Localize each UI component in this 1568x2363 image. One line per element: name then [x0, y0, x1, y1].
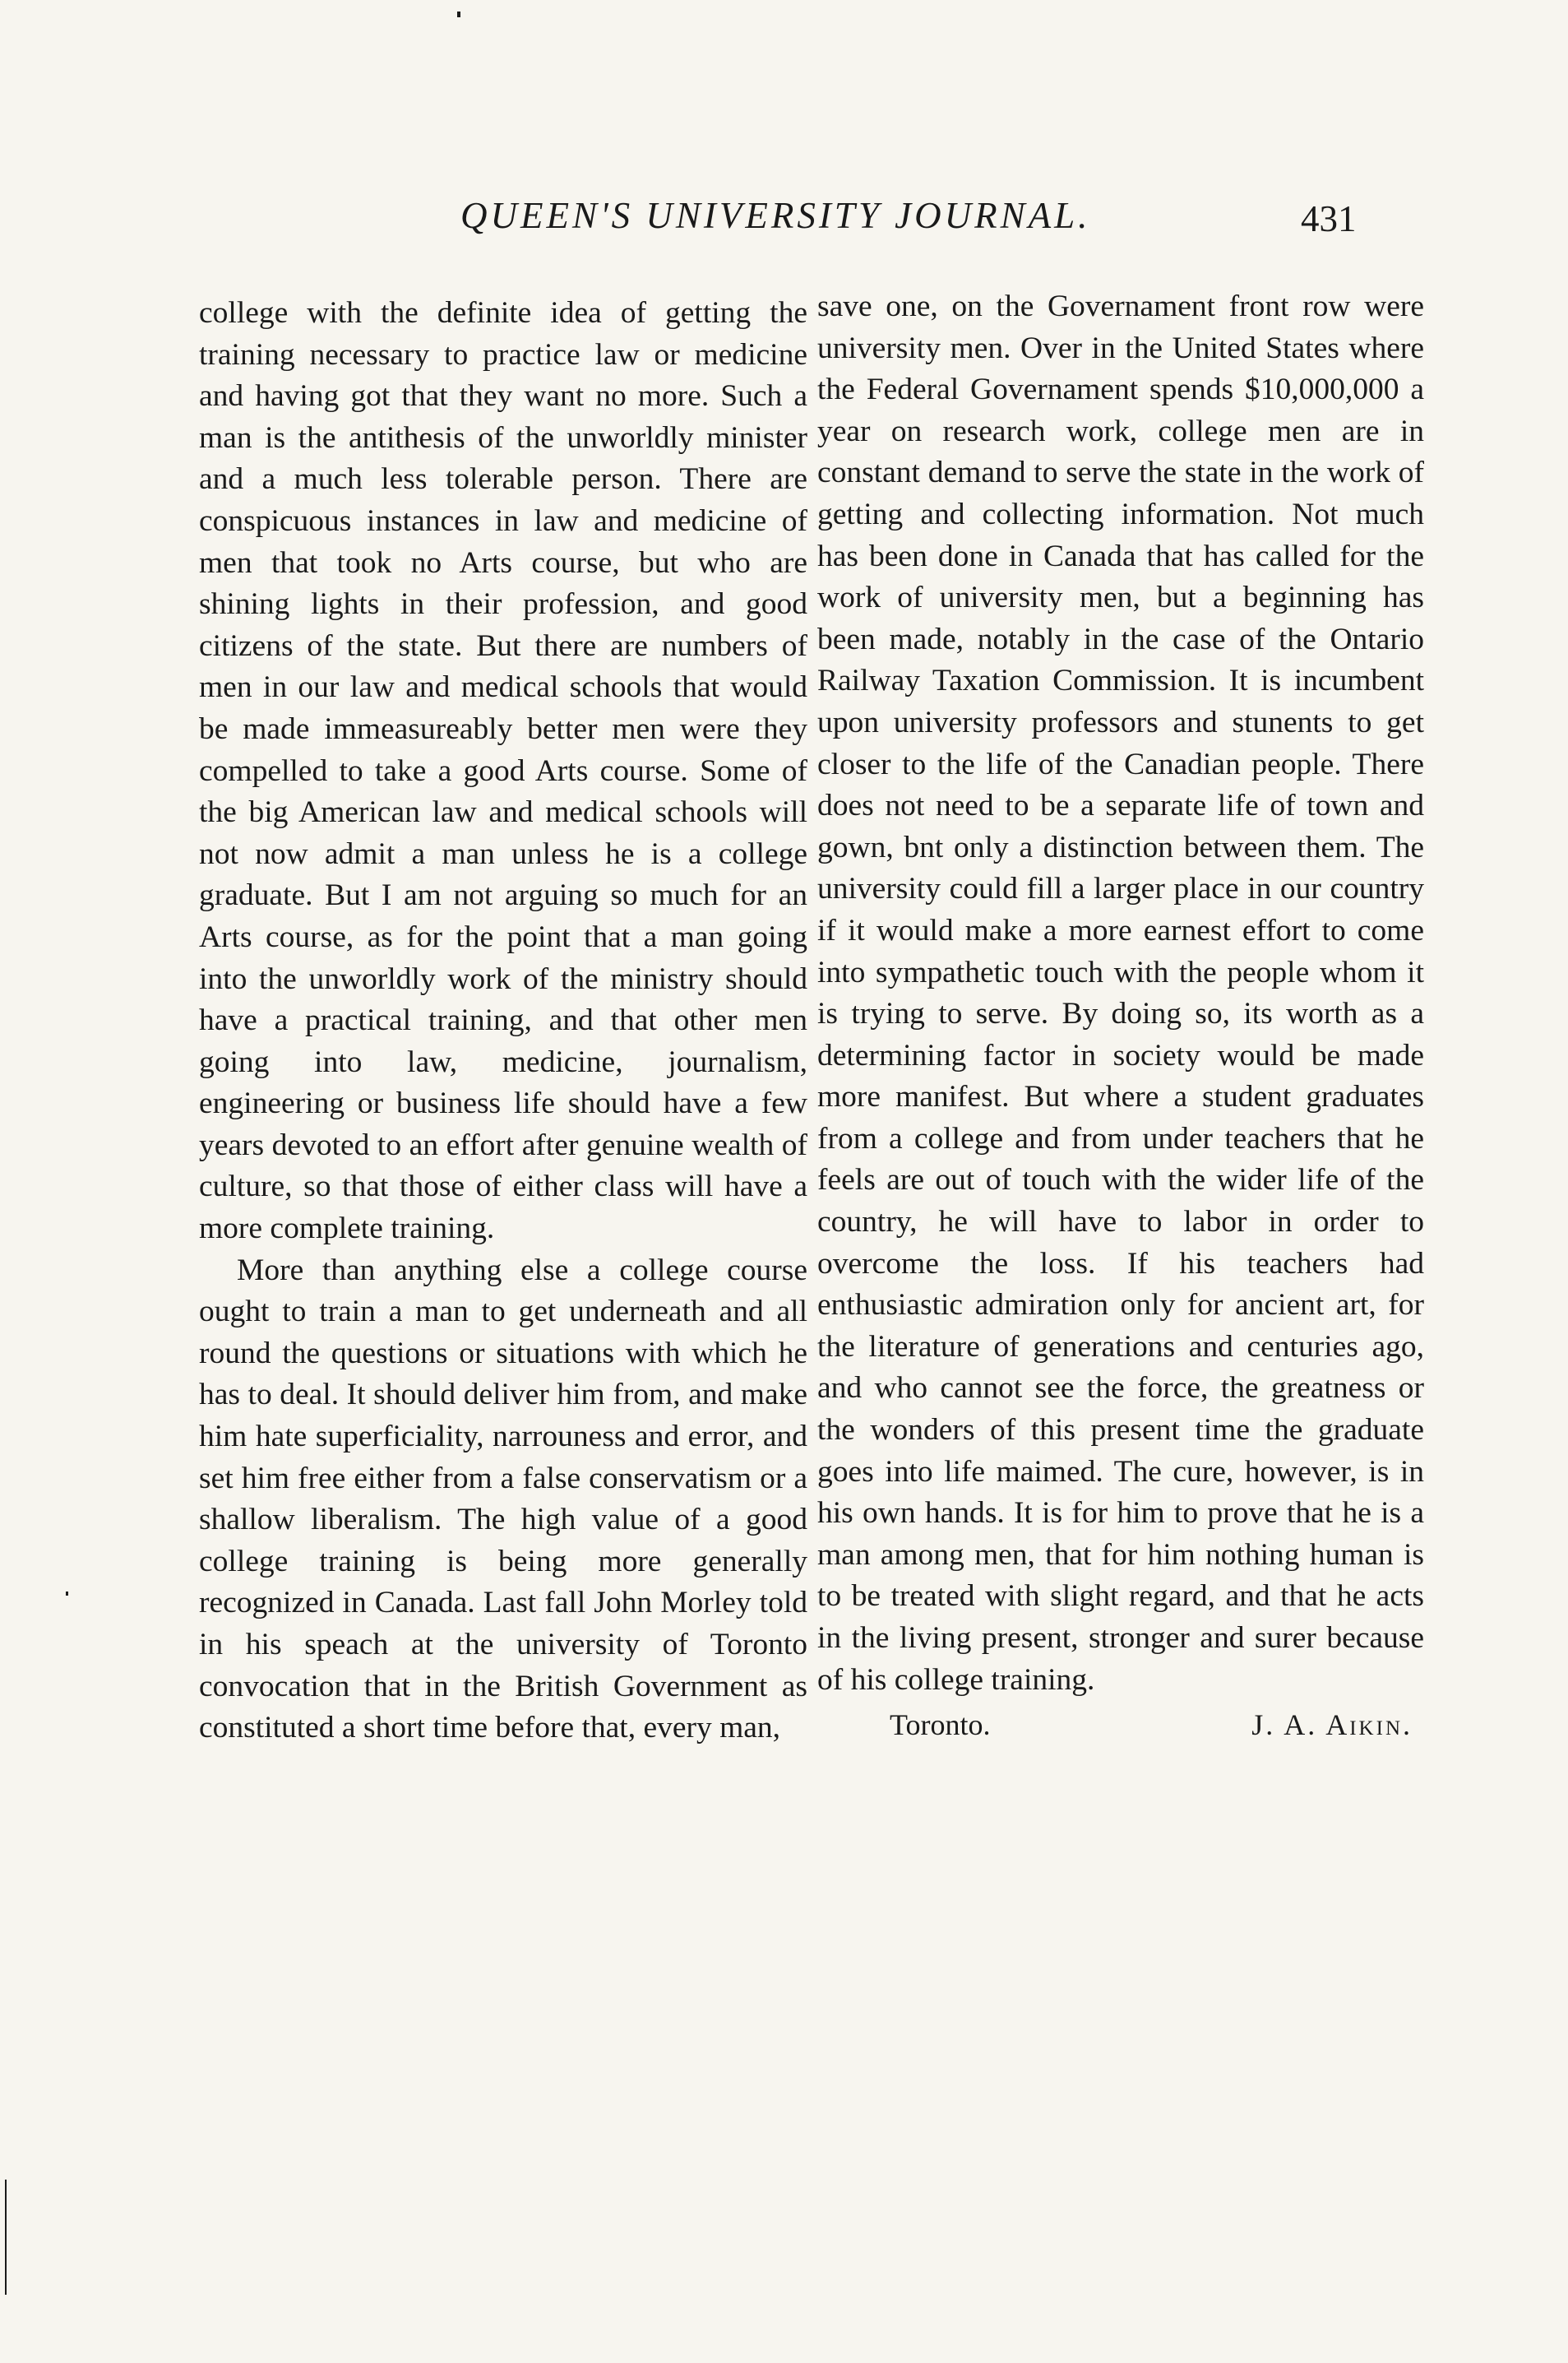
paragraph: college with the definite idea of getting the training necessary to practice law or medicine and having got that they want no more. Such a man is the antithesis of the unworldly minister and a much less tolerable person. There are conspicuous instances in law and medicine of men that took no Arts course, but who are shining lights in their profession, and good citizens of the state. But there are numbers of men in our law and medical schools that would be made immeasureably better men were they compelled to take a good Arts course. Some of the big American law and medical schools will not now admit a man unless he is a college graduate. But I am not arguing so much for an Arts course, as for the point that a man going into the unworldly work of the ministry should have a practical training, and that other men going into law, medicine, journalism, engineering or business life should have a few years devoted to an effort after genuine wealth of culture, so that those of either class will have a more complete training. [199, 296, 807, 1246]
journal-title: QUEEN'S UNIVERSITY JOURNAL. [460, 195, 1091, 236]
margin-line [5, 2180, 7, 2295]
signature-line [817, 1704, 1424, 1745]
signature-place: Toronto. [890, 1708, 991, 1742]
scan-speck [66, 1592, 68, 1596]
paragraph: More than anything else a college course ought to train a man to get underneath and all round the questions or situations with which he has to deal. It should deliver him from, and make him hate superficiality, narrouness and error, and set him free either from a false conservatism or a shallow liberalism. The high value of a good college training is being more generally recognized in Canada. Last fall John Morley told in his speach at the university of Toronto convocation that in the British Government as constituted a short time before that, every man, [199, 1253, 807, 1745]
page-header [0, 194, 1568, 252]
signature-author: J. A. Aikin. [1251, 1708, 1413, 1742]
page-number: 431 [1301, 198, 1357, 239]
paragraph: save one, on the Governament front row were university men. Over in the United States where the Federal Governament spends $10,000,000 a year on research work, college men are in constant demand to serve the state in the work of getting and collecting information. Not much has been done in Canada that has called for the work of university men, but a beginning has been made, notably in the case of the Ontario Railway Taxation Commission. It is incumbent upon university professors and stunents to get closer to the life of the Canadian people. There does not need to be a separate life of town and gown, bnt only a distinction between them. The university could fill a larger place in our country if it would make a more earnest effort to come into sympathetic touch with the people whom it is trying to serve. By doing so, its worth as a determining factor in society would be made more manifest. But where a student graduates from a college and from under teachers that he feels are out of touch with the wider life of the country, he will have to labor in order to overcome the loss. If his teachers had enthusiastic admiration only for ancient art, for the literature of generations and centuries ago, and who cannot see the force, the greatness or the wonders of this present time the graduate goes into life maimed. The cure, however, is in his own hands. It is for him to prove that he is a man among men, that for him nothing human is to be treated with slight regard, and that he acts in the living present, stronger and surer because of his college training. [817, 290, 1424, 1697]
left-column [199, 293, 807, 1749]
scan-speck [457, 12, 460, 17]
right-column [817, 286, 1424, 1745]
